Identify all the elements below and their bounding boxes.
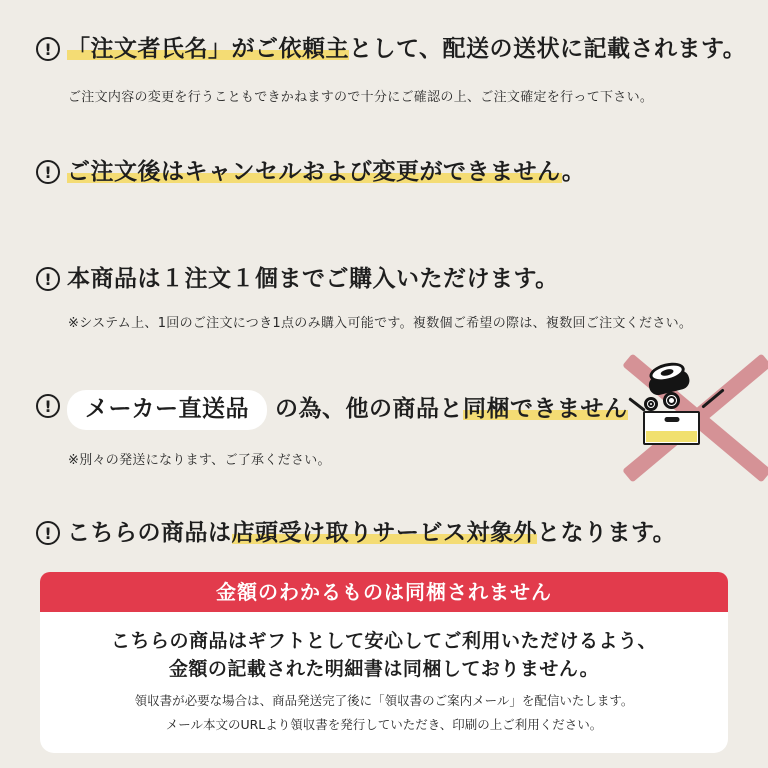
notice-text [67,33,746,65]
gift-card-note: メール本文のURLより領収書を発行していただき、印刷の上ご利用ください。 [165,717,603,732]
notice-text-pre: こちらの商品は [67,520,232,546]
notice-one-per-order [36,263,559,295]
alert-icon: ! [36,160,60,184]
box-handle [664,417,679,422]
notice-text-plain: 本商品は１注文１個までご購入いただけます。 [67,266,559,292]
notice-orderer-name-sub: ご注文内容の変更を行うこともできかねますので十分にご確認の上、ご注文確定を行って下さい。 [68,90,654,105]
notice-no-store-pickup [36,517,676,549]
alert-icon: ! [36,37,60,61]
notice-text-rest: 。 [561,159,586,185]
shipping-box-icon [643,411,700,445]
notice-text [67,263,559,295]
gift-card-header: 金額のわかるものは同梱されません [40,572,728,612]
gift-info-card [40,572,728,753]
sushi-roll-core [660,368,674,377]
alert-icon: ! [36,394,60,418]
notice-no-cancel [36,156,585,188]
notice-text [67,156,585,188]
highlighted-text: 店頭受け取りサービス対象外 [231,520,537,546]
maker-direct-pill: メーカー直送品 [67,390,267,430]
alert-icon: ! [36,521,60,545]
notice-text-rest: となります。 [537,520,677,546]
gift-card-body [40,612,728,753]
alert-icon: ! [36,267,60,291]
notice-direct-shipment [36,390,628,430]
notice-direct-shipment-sub: ※別々の発送になります、ご了承ください。 [68,453,331,468]
notice-one-per-order-sub: ※システム上、1回のご注文につき1点のみ購入可能です。複数個ご希望の際は、複数回ご注文ください。 [68,316,693,331]
highlighted-text: ご注文後はキャンセルおよび変更ができません [67,159,562,185]
sushi-roll-icon [644,397,658,411]
highlighted-text: 「注文者氏名」がご依頼主 [67,36,349,62]
notice-text [67,390,628,430]
gift-card-line: こちらの商品はギフトとして安心してご利用いただけるよう、 [110,630,657,652]
sushi-roll-icon [663,392,680,409]
notice-text [67,517,676,549]
gift-card-note: 領収書が必要な場合は、商品発送完了後に「領収書のご案内メール」を配信いたします。 [134,693,634,708]
highlighted-text: 同梱できません [463,396,628,422]
gift-card-line: 金額の記載された明細書は同梱しておりません。 [168,658,600,680]
box-fill [646,431,697,442]
notice-text-rest: として、配送の送状に記載されます。 [349,36,747,62]
notice-orderer-name [36,33,746,65]
notice-text-mid: の為、他の商品と [275,396,464,422]
no-bundling-illustration [622,356,768,482]
